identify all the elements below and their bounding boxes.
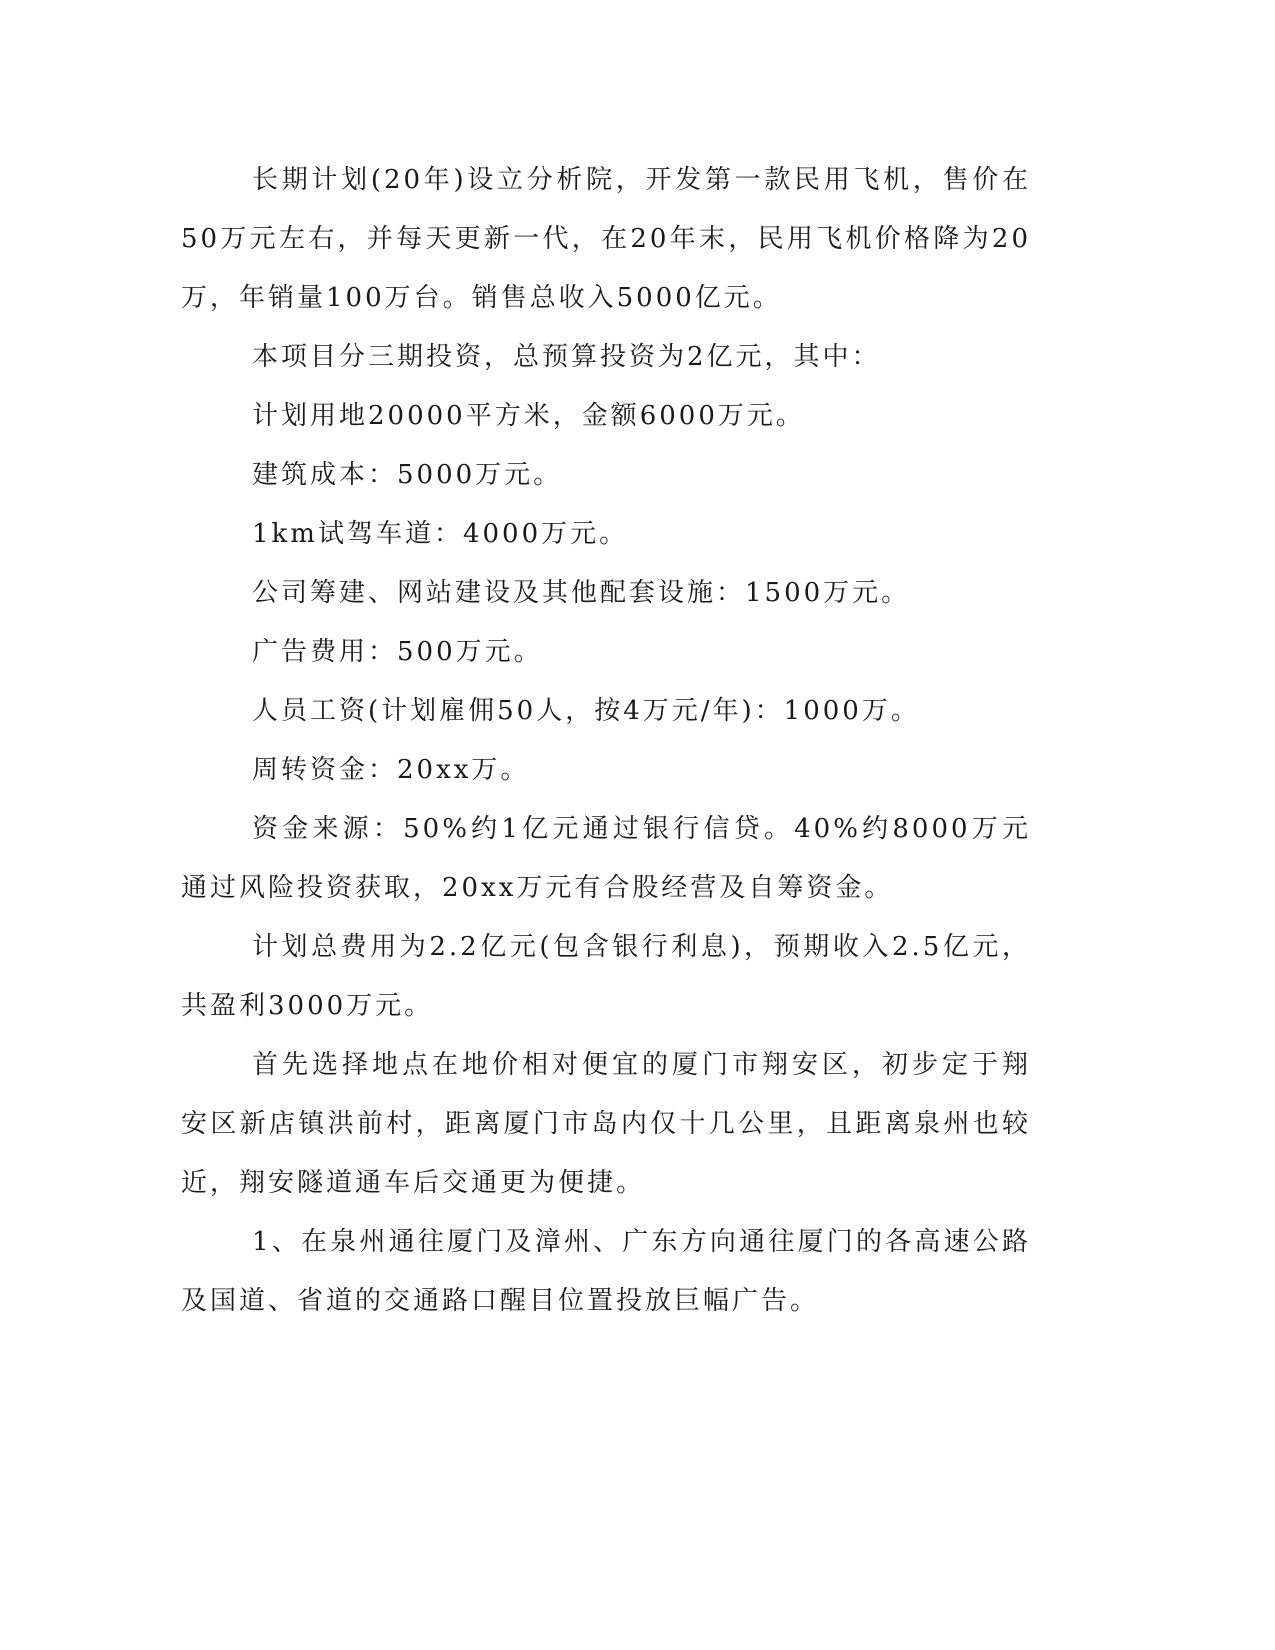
paragraph-long-term-plan: 长期计划(20年)设立分析院，开发第一款民用飞机，售价在50万元左右，并每天更新一代，在20年末，民用飞机价格降为20万，年销量100万台。销售总收入5000亿元。 [181,165,1031,313]
paragraph-salary-cost: 人员工资(计划雇佣50人，按4万元/年)：1000万。 [252,696,920,726]
paragraph-total-cost-profit: 计划总费用为2.2亿元(包含银行利息)，预期收入2.5亿元，共盈利3000万元。 [181,932,1031,1021]
paragraph-investment-overview: 本项目分三期投资，总预算投资为2亿元，其中： [252,342,881,372]
document-body [181,151,1031,1331]
paragraph-working-capital: 周转资金：20xx万。 [252,755,530,785]
paragraph-facilities-cost: 公司筹建、网站建设及其他配套设施：1500万元。 [252,578,911,608]
paragraph-funding-sources: 资金来源：50%约1亿元通过银行信贷。40%约8000万元通过风险投资获取，20xx万元有合股经营及自筹资金。 [181,814,1031,903]
paragraph-advertising-cost: 广告费用：500万元。 [252,637,543,667]
paragraph-test-track-cost: 1km试驾车道：4000万元。 [252,519,629,549]
paragraph-land-cost: 计划用地20000平方米，金额6000万元。 [252,401,805,431]
paragraph-construction-cost: 建筑成本：5000万元。 [252,460,563,490]
paragraph-site-selection: 首先选择地点在地价相对便宜的厦门市翔安区，初步定于翔安区新店镇洪前村，距离厦门市岛内仅十几公里，且距离泉州也较近，翔安隧道通车后交通更为便捷。 [181,1050,1031,1198]
paragraph-advertising-plan: 1、在泉州通往厦门及漳州、广东方向通往厦门的各高速公路及国道、省道的交通路口醒目位置投放巨幅广告。 [181,1227,1031,1316]
